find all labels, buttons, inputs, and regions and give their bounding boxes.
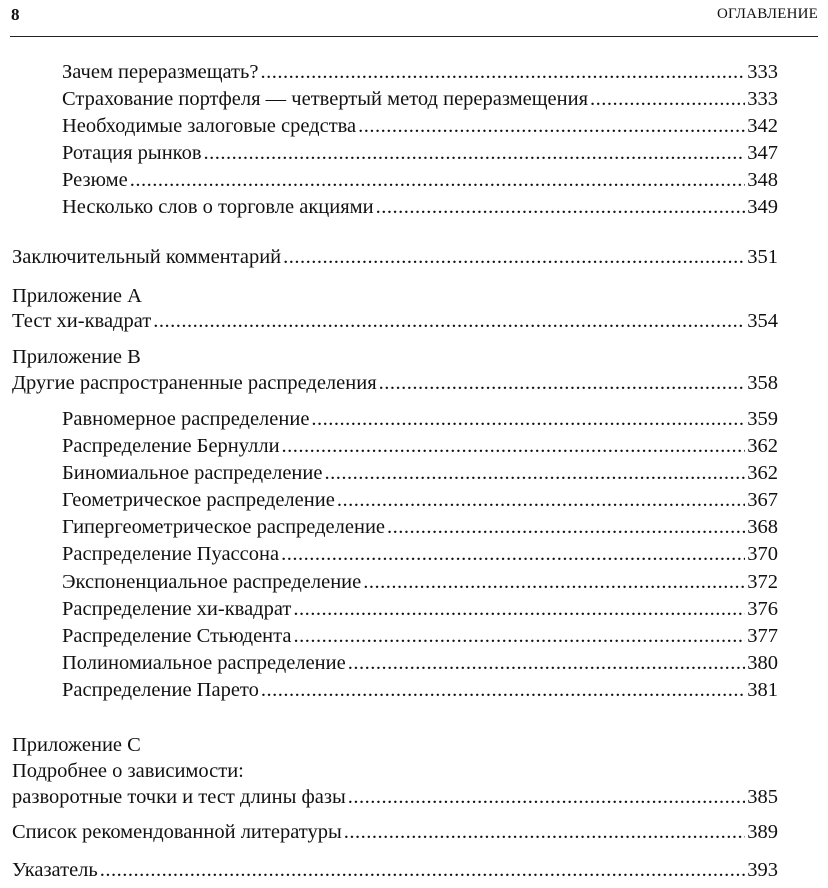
toc-entry[interactable] <box>62 622 778 650</box>
toc-entry-title: разворотные точки и тест длины фазы <box>12 786 346 808</box>
toc-entry-closing[interactable] <box>12 243 778 271</box>
dot-leader <box>100 856 745 884</box>
toc-entry-page: 380 <box>747 652 778 674</box>
toc-entry-page: 367 <box>747 489 778 511</box>
toc-entry-title: Тест хи-квадрат <box>12 310 152 332</box>
dot-leader <box>261 676 745 704</box>
toc-entry-page: 358 <box>747 372 778 394</box>
appendix-c-title-line1: Подробнее о зависимости: <box>12 760 244 782</box>
toc-entry-title: Список рекомендованной литературы <box>12 821 342 843</box>
toc-entry[interactable] <box>62 112 778 140</box>
page-number: 8 <box>11 5 20 24</box>
toc-entry-page: 381 <box>747 679 778 701</box>
toc-entry-page: 368 <box>747 516 778 538</box>
toc-entry-page: 393 <box>747 859 778 881</box>
toc-entry-title: Другие распространенные распределения <box>12 372 377 394</box>
toc-entry-appendix-a[interactable] <box>12 307 778 335</box>
toc-entry[interactable] <box>62 486 778 514</box>
toc-entry[interactable] <box>62 405 778 433</box>
dot-leader <box>348 783 745 811</box>
toc-entry-page: 348 <box>747 169 778 191</box>
toc-entry-page: 342 <box>747 115 778 137</box>
appendix-a-label: Приложение А <box>12 285 142 307</box>
dot-leader <box>363 568 745 596</box>
toc-entry-page: 389 <box>747 821 778 843</box>
header-rule <box>10 36 818 37</box>
dot-leader <box>281 540 745 568</box>
dot-leader <box>590 85 745 113</box>
appendix-b-label: Приложение В <box>12 346 141 368</box>
toc-entry-title: Резюме <box>62 169 128 191</box>
toc-entry[interactable] <box>62 595 778 623</box>
toc-entry[interactable] <box>62 568 778 596</box>
toc-entry-title: Гипергеометрическое распределение <box>62 516 386 538</box>
toc-entry-page: 351 <box>747 246 778 268</box>
dot-leader <box>348 649 746 677</box>
toc-entry[interactable] <box>62 676 778 704</box>
toc-entry-title: Заключительный комментарий <box>12 246 282 268</box>
dot-leader <box>260 58 745 86</box>
toc-entry-title: Распределение Бернулли <box>62 435 280 457</box>
running-head: ОГЛАВЛЕНИЕ <box>717 6 818 22</box>
toc-entry-appendix-b[interactable] <box>12 369 778 397</box>
toc-entry-title: Несколько слов о торговле акциями <box>62 196 374 218</box>
toc-entry-title: Равномерное распределение <box>62 408 310 430</box>
toc-entry[interactable] <box>62 58 778 86</box>
dot-leader <box>387 513 745 541</box>
toc-entry-page: 362 <box>747 462 778 484</box>
toc-entry-page: 370 <box>747 543 778 565</box>
toc-entry-title: Биномиальное распределение <box>62 462 323 484</box>
toc-entry[interactable] <box>62 459 778 487</box>
dot-leader <box>344 818 746 846</box>
toc-entry-title: Полиномиальное распределение <box>62 652 346 674</box>
toc-entry[interactable] <box>62 85 778 113</box>
dot-leader <box>153 307 745 335</box>
toc-entry-title: Распределение хи-квадрат <box>62 598 292 620</box>
toc-entry-title: Распределение Пуассона <box>62 543 280 565</box>
toc-entry[interactable] <box>62 193 778 221</box>
toc-entry-page: 354 <box>747 310 778 332</box>
toc-entry-page: 333 <box>747 61 778 83</box>
toc-entry-page: 349 <box>747 196 778 218</box>
toc-entry-page: 377 <box>747 625 778 647</box>
toc-entry-page: 376 <box>747 598 778 620</box>
toc-entry-appendix-c[interactable] <box>12 783 778 811</box>
dot-leader <box>324 459 745 487</box>
toc-entry-title: Указатель <box>12 859 98 881</box>
toc-entry-title: Зачем переразмещать? <box>62 61 259 83</box>
toc-entry-page: 347 <box>747 142 778 164</box>
toc-entry-page: 362 <box>747 435 778 457</box>
toc-entry-title: Распределение Парето <box>62 679 259 701</box>
toc-entry-title: Страхование портфеля — четвертый метод переразмещения <box>62 88 589 110</box>
dot-leader <box>376 193 746 221</box>
toc-entry[interactable] <box>62 166 778 194</box>
toc-entry[interactable] <box>62 139 778 167</box>
dot-leader <box>358 112 745 140</box>
appendix-c-label: Приложение С <box>12 734 141 756</box>
toc-entry-page: 385 <box>747 786 778 808</box>
toc-entry-page: 372 <box>747 571 778 593</box>
dot-leader <box>130 166 746 194</box>
toc-entry-literature[interactable] <box>12 818 778 846</box>
toc-entry-title: Экспоненциальное распределение <box>62 571 362 593</box>
toc-entry[interactable] <box>62 649 778 677</box>
toc-entry[interactable] <box>62 432 778 460</box>
toc-entry[interactable] <box>62 513 778 541</box>
toc-entry-title: Геометрическое распределение <box>62 489 335 511</box>
toc-entry[interactable] <box>62 540 778 568</box>
toc-entry-title: Необходимые залоговые средства <box>62 115 357 137</box>
dot-leader <box>283 243 745 271</box>
dot-leader <box>282 432 746 460</box>
toc-entry-page: 359 <box>747 408 778 430</box>
dot-leader <box>311 405 745 433</box>
dot-leader <box>379 369 746 397</box>
toc-entry-page: 333 <box>747 88 778 110</box>
dot-leader <box>293 622 745 650</box>
dot-leader <box>204 139 746 167</box>
toc-entry-title: Ротация рынков <box>62 142 202 164</box>
dot-leader <box>293 595 745 623</box>
toc-entry-title: Распределение Стьюдента <box>62 625 292 647</box>
dot-leader <box>337 486 745 514</box>
toc-entry-index[interactable] <box>12 856 778 884</box>
